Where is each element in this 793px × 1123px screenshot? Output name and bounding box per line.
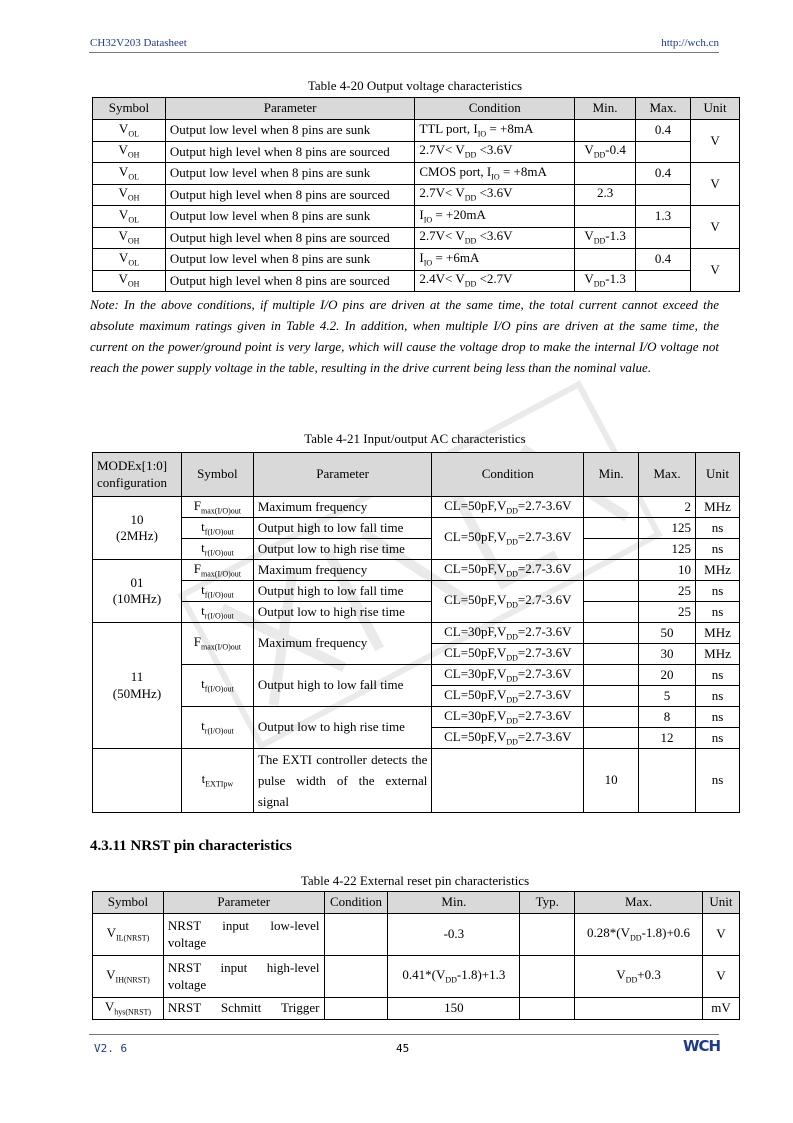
symbol-cell: $F_{max(I/O)out}$ [181, 497, 253, 518]
cond-cell: $2.7V< V_{DD} <3.6V$ [415, 141, 575, 163]
symbol-cell: $V_{OH}$ [93, 270, 166, 292]
mode-cell: 10 (2MHz) [93, 497, 182, 560]
symbol-cell: $t_{f(I/O)out}$ [181, 518, 253, 539]
min-cell: 150 [388, 998, 520, 1020]
cond-cell [324, 914, 388, 956]
cond-cell: $CL=30pF,V_{DD}=2.7-3.6V$ [432, 665, 584, 686]
table-row [93, 560, 740, 581]
table-row [93, 998, 740, 1020]
cond-cell: $CL=30pF,V_{DD}=2.7-3.6V$ [432, 707, 584, 728]
col-condition: Condition [324, 892, 388, 914]
cond-cell: $CL=50pF,V_{DD}=2.7-3.6V$ [432, 728, 584, 749]
max-cell [636, 184, 691, 206]
table-row [93, 184, 740, 206]
max-cell: 8 [639, 707, 696, 728]
unit-cell: ns [696, 686, 740, 707]
min-cell [584, 497, 639, 518]
symbol-cell: $V_{OL}$ [93, 206, 166, 228]
col-symbol: Symbol [93, 892, 164, 914]
header-url-link[interactable]: http://wch.cn [661, 37, 719, 49]
symbol-cell: $t_{r(I/O)out}$ [181, 602, 253, 623]
symbol-cell: $t_{f(I/O)out}$ [181, 581, 253, 602]
param-cell: NRST Schmitt Trigger [163, 998, 324, 1020]
symbol-cell: $V_{IL(NRST)}$ [93, 914, 164, 956]
table-4-22-caption: Table 4-22 External reset pin characteristics [300, 873, 530, 888]
reset-pin-table [92, 891, 740, 1020]
symbol-cell: $V_{OL}$ [93, 163, 166, 185]
cond-cell: $CL=50pF,V_{DD}=2.7-3.6V$ [432, 581, 584, 623]
max-cell: 25 [639, 602, 696, 623]
table-row [93, 120, 740, 142]
col-typ: Typ. [520, 892, 575, 914]
cond-cell: $CL=50pF,V_{DD}=2.7-3.6V$ [432, 560, 584, 581]
unit-cell: V [702, 956, 739, 998]
typ-cell [520, 956, 575, 998]
unit-cell: ns [696, 518, 740, 539]
symbol-cell: $V_{OH}$ [93, 141, 166, 163]
min-cell [575, 120, 636, 142]
param-cell: Output low level when 8 pins are sunk [165, 120, 414, 142]
cond-cell [432, 749, 584, 813]
unit-cell: ns [696, 539, 740, 560]
unit-cell: ns [696, 707, 740, 728]
unit-cell: V [691, 206, 740, 249]
min-cell [584, 602, 639, 623]
min-cell [584, 623, 639, 644]
max-cell: 25 [639, 581, 696, 602]
unit-cell: ns [696, 581, 740, 602]
table-row [93, 206, 740, 228]
unit-cell: mV [702, 998, 739, 1020]
col-mode-config: MODEx[1:0] configuration [93, 453, 182, 497]
col-symbol: Symbol [93, 98, 166, 120]
unit-cell: MHz [696, 497, 740, 518]
table-row [93, 749, 740, 813]
cond-cell: CMOS port, $I_{IO} = +8mA$ [415, 163, 575, 185]
header-doc-title: CH32V203 Datasheet [90, 37, 187, 49]
cond-cell: $2.7V< V_{DD} <3.6V$ [415, 184, 575, 206]
min-cell [584, 560, 639, 581]
header-divider [89, 52, 719, 53]
footer-page-number: 45 [396, 1042, 410, 1055]
col-max: Max. [636, 98, 691, 120]
cond-cell: $I_{IO} = +20mA$ [415, 206, 575, 228]
mode-cell [93, 749, 182, 813]
max-cell [636, 227, 691, 249]
symbol-cell: $t_{r(I/O)out}$ [181, 707, 253, 749]
table-row [93, 270, 740, 292]
col-max: Max. [575, 892, 703, 914]
col-min: Min. [388, 892, 520, 914]
max-cell [639, 749, 696, 813]
col-unit: Unit [696, 453, 740, 497]
col-parameter: Parameter [165, 98, 414, 120]
table-row [93, 163, 740, 185]
table-row [93, 249, 740, 271]
cond-cell: $2.4V< V_{DD} <2.7V$ [415, 270, 575, 292]
symbol-cell: $F_{max(I/O)out}$ [181, 623, 253, 665]
param-cell: NRST input high-level voltage [163, 956, 324, 998]
max-cell: 5 [639, 686, 696, 707]
symbol-cell: $V_{OL}$ [93, 120, 166, 142]
symbol-cell: $t_{f(I/O)out}$ [181, 665, 253, 707]
symbol-cell: $V_{OH}$ [93, 184, 166, 206]
min-cell: $V_{DD}-0.4$ [575, 141, 636, 163]
max-cell [636, 270, 691, 292]
col-max: Max. [639, 453, 696, 497]
wch-logo: WCH [683, 1037, 721, 1055]
table-row [93, 707, 740, 728]
mode-cell: 01 (10MHz) [93, 560, 182, 623]
max-cell: 125 [639, 518, 696, 539]
symbol-cell: $V_{OH}$ [93, 227, 166, 249]
max-cell: 0.4 [636, 249, 691, 271]
param-cell: Output high level when 8 pins are sourced [165, 227, 414, 249]
cond-cell: $2.7V< V_{DD} <3.6V$ [415, 227, 575, 249]
max-cell [636, 141, 691, 163]
param-cell: Output high to low fall time [253, 518, 432, 539]
min-cell [575, 206, 636, 228]
min-cell [575, 163, 636, 185]
max-cell: $V_{DD}+0.3$ [575, 956, 703, 998]
table-row [93, 141, 740, 163]
min-cell [584, 728, 639, 749]
param-cell: Output low level when 8 pins are sunk [165, 163, 414, 185]
param-cell: Maximum frequency [253, 623, 432, 665]
param-cell: The EXTI controller detects the pulse width of the external signal [253, 749, 432, 813]
param-cell: Output high to low fall time [253, 581, 432, 602]
col-min: Min. [584, 453, 639, 497]
min-cell [584, 581, 639, 602]
max-cell: 0.4 [636, 120, 691, 142]
max-cell: 125 [639, 539, 696, 560]
cond-cell [324, 998, 388, 1020]
mode-cell: 11 (50MHz) [93, 623, 182, 749]
col-unit: Unit [691, 98, 740, 120]
param-cell: Output high level when 8 pins are sourced [165, 184, 414, 206]
min-cell [575, 249, 636, 271]
unit-cell: MHz [696, 644, 740, 665]
symbol-cell: $V_{OL}$ [93, 249, 166, 271]
param-cell: Output low to high rise time [253, 602, 432, 623]
col-symbol: Symbol [181, 453, 253, 497]
min-cell [584, 518, 639, 539]
min-cell: -0.3 [388, 914, 520, 956]
unit-cell: V [691, 163, 740, 206]
unit-cell: MHz [696, 560, 740, 581]
unit-cell: V [702, 914, 739, 956]
param-cell: Output low to high rise time [253, 539, 432, 560]
table-row [93, 497, 740, 518]
max-cell: 50 [639, 623, 696, 644]
cond-cell: $CL=50pF,V_{DD}=2.7-3.6V$ [432, 644, 584, 665]
param-cell: Maximum frequency [253, 497, 432, 518]
section-heading: 4.3.11 NRST pin characteristics [90, 838, 292, 854]
symbol-cell: $t_{r(I/O)out}$ [181, 539, 253, 560]
table-row [93, 623, 740, 644]
min-cell [584, 539, 639, 560]
io-ac-table [92, 452, 740, 813]
param-cell: Output high to low fall time [253, 665, 432, 707]
unit-cell: V [691, 120, 740, 163]
unit-cell: MHz [696, 623, 740, 644]
min-cell: $0.41*(V_{DD}-1.8)+1.3$ [388, 956, 520, 998]
col-unit: Unit [702, 892, 739, 914]
symbol-cell: $t_{EXTIpw}$ [181, 749, 253, 813]
table-row [93, 539, 740, 560]
typ-cell [520, 998, 575, 1020]
param-cell: Output high level when 8 pins are sourced [165, 270, 414, 292]
cond-cell: $CL=30pF,V_{DD}=2.7-3.6V$ [432, 623, 584, 644]
col-condition: Condition [432, 453, 584, 497]
cond-cell [324, 956, 388, 998]
param-cell: NRST input low-level voltage [163, 914, 324, 956]
footer-version: V2. 6 [94, 1042, 128, 1055]
unit-cell: ns [696, 602, 740, 623]
min-cell [584, 686, 639, 707]
col-condition: Condition [415, 98, 575, 120]
max-cell: 12 [639, 728, 696, 749]
table-row [93, 518, 740, 539]
max-cell: 30 [639, 644, 696, 665]
cond-cell: $I_{IO} = +6mA$ [415, 249, 575, 271]
min-cell: $V_{DD}-1.3$ [575, 270, 636, 292]
footer-divider [89, 1034, 719, 1035]
param-cell: Output low level when 8 pins are sunk [165, 206, 414, 228]
param-cell: Output low to high rise time [253, 707, 432, 749]
table-4-21-caption: Table 4-21 Input/output AC characteristics [304, 431, 526, 446]
max-cell: 10 [639, 560, 696, 581]
symbol-cell: $V_{IH(NRST)}$ [93, 956, 164, 998]
table-4-20-caption: Table 4-20 Output voltage characteristics [307, 78, 523, 93]
param-cell: Output high level when 8 pins are sourced [165, 141, 414, 163]
table-row [93, 227, 740, 249]
typ-cell [520, 914, 575, 956]
symbol-cell: $F_{max(I/O)out}$ [181, 560, 253, 581]
cond-cell: $CL=50pF,V_{DD}=2.7-3.6V$ [432, 686, 584, 707]
max-cell: 1.3 [636, 206, 691, 228]
param-cell: Output low level when 8 pins are sunk [165, 249, 414, 271]
unit-cell: V [691, 249, 740, 292]
table-row [93, 956, 740, 998]
max-cell: $0.28*(V_{DD}-1.8)+0.6$ [575, 914, 703, 956]
unit-cell: ns [696, 665, 740, 686]
col-parameter: Parameter [253, 453, 432, 497]
min-cell [584, 644, 639, 665]
max-cell: 0.4 [636, 163, 691, 185]
max-cell [575, 998, 703, 1020]
min-cell: $V_{DD}-1.3$ [575, 227, 636, 249]
min-cell: 10 [584, 749, 639, 813]
unit-cell: ns [696, 728, 740, 749]
table-row [93, 665, 740, 686]
table-note: Note: In the above conditions, if multiple I/O pins are driven at the same time, the total current cannot exceed the absolute maximum ratings given in Table 4.2. In addition, when multiple I/O pins are driven at the same time, the current on the power/ground point is very large, which will cause the voltage drop to make the internal I/O voltage not reach the power supply voltage in the table, resulting in the drive current being less than the nominal value. [90, 297, 719, 375]
col-min: Min. [575, 98, 636, 120]
unit-cell: ns [696, 749, 740, 813]
cond-cell: $CL=50pF,V_{DD}=2.7-3.6V$ [432, 518, 584, 560]
param-cell: Maximum frequency [253, 560, 432, 581]
col-parameter: Parameter [163, 892, 324, 914]
max-cell: 20 [639, 665, 696, 686]
table-row [93, 602, 740, 623]
cond-cell: TTL port, $I_{IO} = +8mA$ [415, 120, 575, 142]
min-cell [584, 707, 639, 728]
min-cell: 2.3 [575, 184, 636, 206]
max-cell: 2 [639, 497, 696, 518]
table-row [93, 581, 740, 602]
table-row [93, 914, 740, 956]
symbol-cell: $V_{hys(NRST)}$ [93, 998, 164, 1020]
output-voltage-table [92, 97, 740, 292]
cond-cell: $CL=50pF,V_{DD}=2.7-3.6V$ [432, 497, 584, 518]
min-cell [584, 665, 639, 686]
